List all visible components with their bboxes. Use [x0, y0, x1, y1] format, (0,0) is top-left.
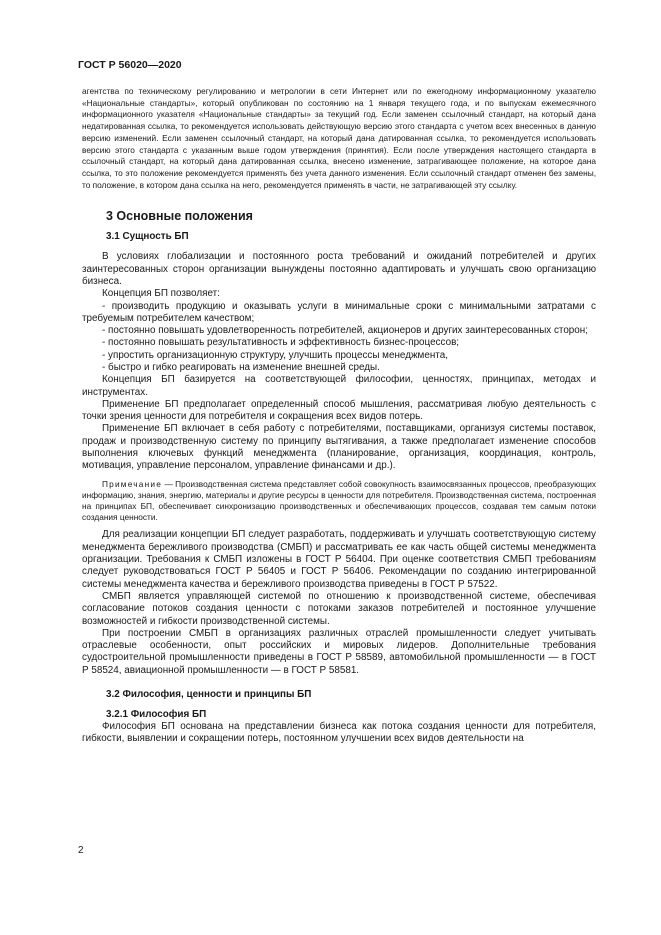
section-3-2-1-title: 3.2.1 Философия БП [106, 709, 207, 721]
note-text: — Производственная система представляет собой совокупность взаимосвязанных процессов, преобразующих информацию, знания, энергию, материалы и другие ресурсы в ценности для потребителя. Производственная система, построенная на принципах БП, обеспечивает синхронизацию производственных и обеспечивающих процессов, создавая тем самым потоки создания ценности. [82, 478, 596, 523]
paragraph: В условиях глобализации и постоянного роста требований и ожиданий потребителей и других заинтересованных сторон организации вынуждены постоянно адаптировать и улучшать свою организацию бизнеса. [82, 251, 596, 287]
paragraph: Применение БП включает в себя работу с потребителями, поставщиками, организуя системы поставок, продаж и производственную систему по принципу вытягивания, а также предполагает изменение способов выполнения ключевых функций менеджмента (планирование, организация, координация, контроль, мотивация, управление персоналом, управление финансами и др.). [82, 423, 596, 472]
paragraph: Концепция БП позволяет: [102, 288, 220, 300]
note [82, 479, 596, 524]
section-3-title: 3 Основные положения [106, 209, 253, 224]
paragraph: Для реализации концепции БП следует разработать, поддерживать и улучшать соответствующую систему менеджмента бережливого производства (СМБП) и рассматривать ее как часть общей системы менеджмента организации. Требования к СМБП изложены в ГОСТ Р 56404. При оценке соответствия СМБП требованиям следует руководствоваться ГОСТ Р 56405 и ГОСТ Р 56406. Рекомендации по созданию интегрированной системы менеджмента качества и бережливого производства приведены в ГОСТ Р 57522. [82, 529, 596, 590]
list-item: - упростить организационную структуру, улучшить процессы менеджмента, [102, 349, 448, 361]
section-3-2-title: 3.2 Философия, ценности и принципы БП [106, 689, 312, 701]
paragraph: При построении СМБП в организациях различных отраслей промышленности следует учитывать отраслевые особенности, опыт российских и мировых лидеров. Дополнительные требования судостроительной промышленности приведены в ГОСТ Р 58589, автомобильной промышленности — в ГОСТ Р 58524, авиационной промышленности — в ГОСТ Р 58581. [82, 627, 596, 676]
paragraph: Применение БП предполагает определенный способ мышления, рассматривая любую деятельность с точки зрения ценности для потребителя и сокращения всех видов потерь. [82, 398, 596, 423]
list-item: - производить продукцию и оказывать услуги в минимальные сроки с минимальными затратами с требуемым потребителем качеством; [82, 300, 596, 324]
page-content [82, 86, 596, 746]
paragraph: Концепция БП базируется на соответствующей философии, ценностях, принципах, методах и инструментах. [82, 374, 596, 398]
intro-paragraph: агентства по техническому регулированию и метрологии в сети Интернет или по ежегодному информационному указателю «Национальные стандарты», который опубликован по состоянию на 1 января текущего года, и по выпускам ежемесячного информационного указателя «Национальные стандарты» за текущий год. Если заменен ссылочный стандарт, на который дана недатированная ссылка, то рекомендуется использовать действующую версию этого стандарта с учетом всех внесенных в данную версию изменений. Если заменен ссылочный стандарт, на который дана датированная ссылка, то рекомендуется использовать версию этого стандарта с указанным выше годом утверждения (принятия). Если после утверждения настоящего стандарта в ссылочный стандарт, на который дана датированная ссылка, внесено изменение, затрагивающее положение, на которое дана ссылка, то это положение рекомендуется применять без учета данного изменения. Если ссылочный стандарт отменен без замены, то положение, в котором дана ссылка на него, рекомендуется применять в части, не затрагивающей эту ссылку. [82, 86, 596, 190]
note-label: Примечание [102, 478, 163, 489]
section-3-1-title: 3.1 Сущность БП [106, 231, 189, 243]
list-item: - быстро и гибко реагировать на изменение внешней среды. [102, 362, 380, 373]
page-number: 2 [78, 845, 84, 856]
paragraph: СМБП является управляющей системой по отношению к производственной системе, обеспечивая согласование потоков создания ценности с потоками заказов потребителей и постоянное улучшение возможностей и гибкости производственной системы. [82, 590, 596, 627]
list-item: - постоянно повышать удовлетворенность потребителей, акционеров и других заинтересованных сторон; [102, 325, 588, 337]
paragraph: Философия БП основана на представлении бизнеса как потока создания ценности для потребителя, гибкости, выявлении и сокращении потерь, постоянном улучшении всех видов деятельности на [82, 721, 596, 745]
list-item: - постоянно повышать результативность и эффективность бизнес-процессов; [102, 337, 460, 349]
standard-header: ГОСТ Р 56020—2020 [78, 59, 182, 71]
